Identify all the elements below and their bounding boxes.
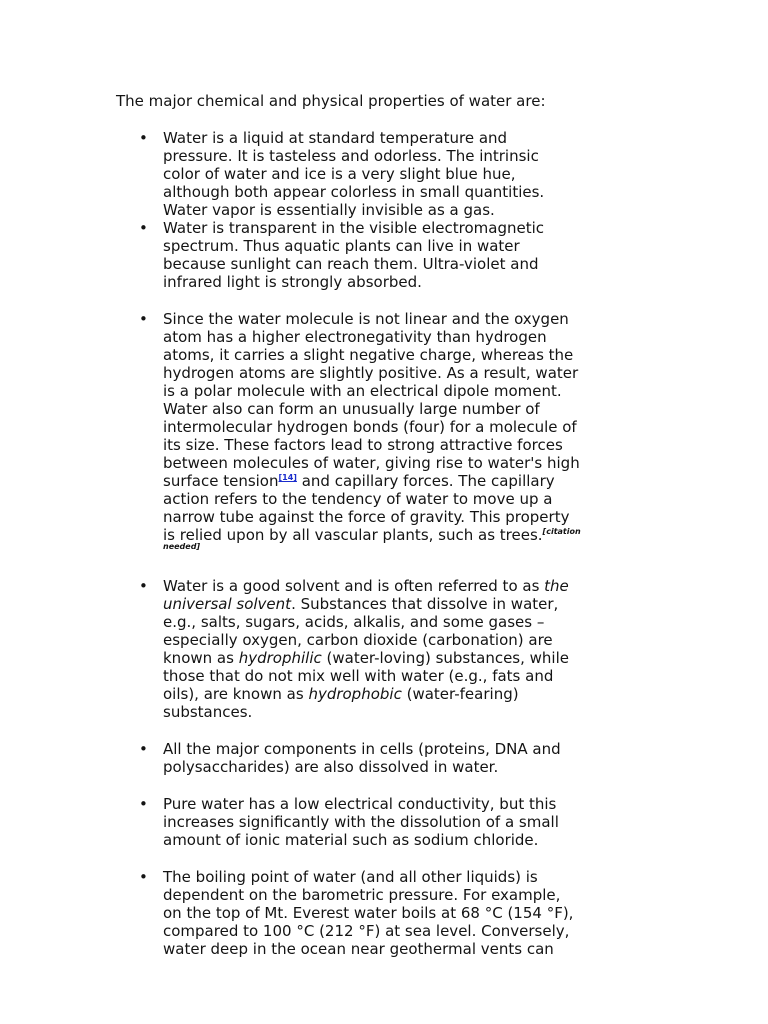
- text-segment: All the major components in cells (proteins, DNA and: [163, 740, 561, 758]
- citation-needed: needed]: [163, 542, 201, 551]
- text-segment: pressure. It is tasteless and odorless. The intrinsic: [163, 147, 539, 165]
- bullet-icon: •: [139, 868, 148, 886]
- text-line: [163, 147, 768, 165]
- text-segment: atoms, it carries a slight negative charge, whereas the: [163, 346, 574, 364]
- text-line: [163, 400, 768, 418]
- text-segment: Pure water has a low electrical conductivity, but this: [163, 795, 557, 813]
- text-line: [163, 219, 768, 237]
- text-line: [163, 255, 768, 273]
- text-segment: (water-fearing): [401, 685, 519, 703]
- text-segment: Water is a good solvent and is often referred to as: [163, 577, 545, 595]
- intro-text: The major chemical and physical properties of water are:: [116, 92, 546, 110]
- text-line: [163, 595, 768, 613]
- list-item: [0, 310, 768, 558]
- text-line: [163, 454, 768, 472]
- text-segment: atom has a higher electronegativity than hydrogen: [163, 328, 547, 346]
- text-segment: is a polar molecule with an electrical dipole moment.: [163, 382, 562, 400]
- text-line: [163, 795, 768, 813]
- list-item: [0, 868, 768, 958]
- text-line: [163, 740, 768, 758]
- text-segment: Water also can form an unusually large number of: [163, 400, 540, 418]
- text-segment: (water-loving) substances, while: [321, 649, 569, 667]
- text-segment: amount of ionic material such as sodium chloride.: [163, 831, 539, 849]
- text-segment: narrow tube against the force of gravity. This property: [163, 508, 570, 526]
- text-line: [163, 273, 768, 291]
- text-line: [163, 649, 768, 667]
- text-segment: known as: [163, 649, 239, 667]
- text-segment: oils), are known as: [163, 685, 309, 703]
- text-line: [163, 382, 768, 400]
- text-line: [163, 508, 768, 526]
- bullet-icon: •: [139, 577, 148, 595]
- text-segment: infrared light is strongly absorbed.: [163, 273, 422, 291]
- text-line: [163, 436, 768, 454]
- text-line: [163, 310, 768, 328]
- text-line: [163, 904, 768, 922]
- list-item: [0, 795, 768, 849]
- text-segment: intermolecular hydrogen bonds (four) for a molecule of: [163, 418, 577, 436]
- text-segment: hydrogen atoms are slightly positive. As a result, water: [163, 364, 579, 382]
- text-segment: surface tension: [163, 472, 279, 490]
- list-item: [0, 740, 768, 776]
- bullet-icon: •: [139, 740, 148, 758]
- emphasis-text: the: [544, 577, 569, 595]
- text-line: [163, 886, 768, 904]
- text-line: [163, 418, 768, 436]
- text-line: [163, 831, 768, 849]
- text-line: [163, 129, 768, 147]
- text-line: [163, 364, 768, 382]
- text-segment: because sunlight can reach them. Ultra-violet and: [163, 255, 539, 273]
- text-line: [163, 165, 768, 183]
- text-line: [163, 667, 768, 685]
- bullet-icon: •: [139, 310, 148, 328]
- text-segment: especially oxygen, carbon dioxide (carbonation) are: [163, 631, 553, 649]
- text-line: [163, 758, 768, 776]
- citation-needed: [citation: [542, 527, 581, 536]
- text-segment: although both appear colorless in small quantities.: [163, 183, 545, 201]
- emphasis-text: hydrophilic: [238, 649, 322, 667]
- bullet-icon: •: [139, 129, 148, 147]
- text-line: [163, 346, 768, 364]
- text-line: [163, 526, 768, 544]
- text-line: [163, 328, 768, 346]
- text-line: [163, 922, 768, 940]
- emphasis-text: hydrophobic: [308, 685, 402, 703]
- text-line: [163, 613, 768, 631]
- text-line: [163, 544, 768, 558]
- text-line: [163, 183, 768, 201]
- text-segment: between molecules of water, giving rise to water's high: [163, 454, 580, 472]
- text-line: [163, 631, 768, 649]
- bullet-icon: •: [139, 219, 148, 237]
- text-segment: those that do not mix well with water (e.g., fats and: [163, 667, 554, 685]
- text-segment: is relied upon by all vascular plants, such as trees.: [163, 526, 543, 544]
- text-segment: action refers to the tendency of water to move up a: [163, 490, 553, 508]
- text-segment: color of water and ice is a very slight blue hue,: [163, 165, 516, 183]
- list-item: [0, 577, 768, 721]
- text-line: [163, 237, 768, 255]
- text-segment: and capillary forces. The capillary: [296, 472, 555, 490]
- text-line: [163, 577, 768, 595]
- text-segment: spectrum. Thus aquatic plants can live in water: [163, 237, 520, 255]
- text-segment: Since the water molecule is not linear and the oxygen: [163, 310, 569, 328]
- text-line: [163, 472, 768, 490]
- text-segment: Water vapor is essentially invisible as a gas.: [163, 201, 495, 219]
- text-segment: Water is transparent in the visible electromagnetic: [163, 219, 545, 237]
- text-line: [163, 685, 768, 703]
- text-line: [163, 703, 768, 721]
- text-line: [163, 201, 768, 219]
- reference-superscript: [279, 473, 297, 482]
- text-line: [163, 940, 768, 958]
- text-segment: on the top of Mt. Everest water boils at 68 °C (154 °F),: [163, 904, 574, 922]
- text-segment: The boiling point of water (and all other liquids) is: [163, 868, 538, 886]
- text-segment: polysaccharides) are also dissolved in water.: [163, 758, 499, 776]
- list-item: [0, 129, 768, 219]
- list-item: [0, 219, 768, 291]
- text-segment: Water is a liquid at standard temperature and: [163, 129, 508, 147]
- text-line: [163, 868, 768, 886]
- text-line: [163, 813, 768, 831]
- text-segment: dependent on the barometric pressure. For example,: [163, 886, 561, 904]
- emphasis-text: universal solvent: [163, 595, 292, 613]
- text-line: [163, 490, 768, 508]
- properties-list: [0, 129, 768, 977]
- bullet-icon: •: [139, 795, 148, 813]
- text-segment: e.g., salts, sugars, acids, alkalis, and some gases –: [163, 613, 545, 631]
- text-segment: substances.: [163, 703, 253, 721]
- text-segment: increases significantly with the dissolution of a small: [163, 813, 559, 831]
- text-segment: its size. These factors lead to strong attractive forces: [163, 436, 563, 454]
- text-segment: compared to 100 °C (212 °F) at sea level. Conversely,: [163, 922, 570, 940]
- text-segment: . Substances that dissolve in water,: [291, 595, 559, 613]
- text-segment: water deep in the ocean near geothermal vents can: [163, 940, 554, 958]
- reference-link[interactable]: [14]: [278, 473, 297, 482]
